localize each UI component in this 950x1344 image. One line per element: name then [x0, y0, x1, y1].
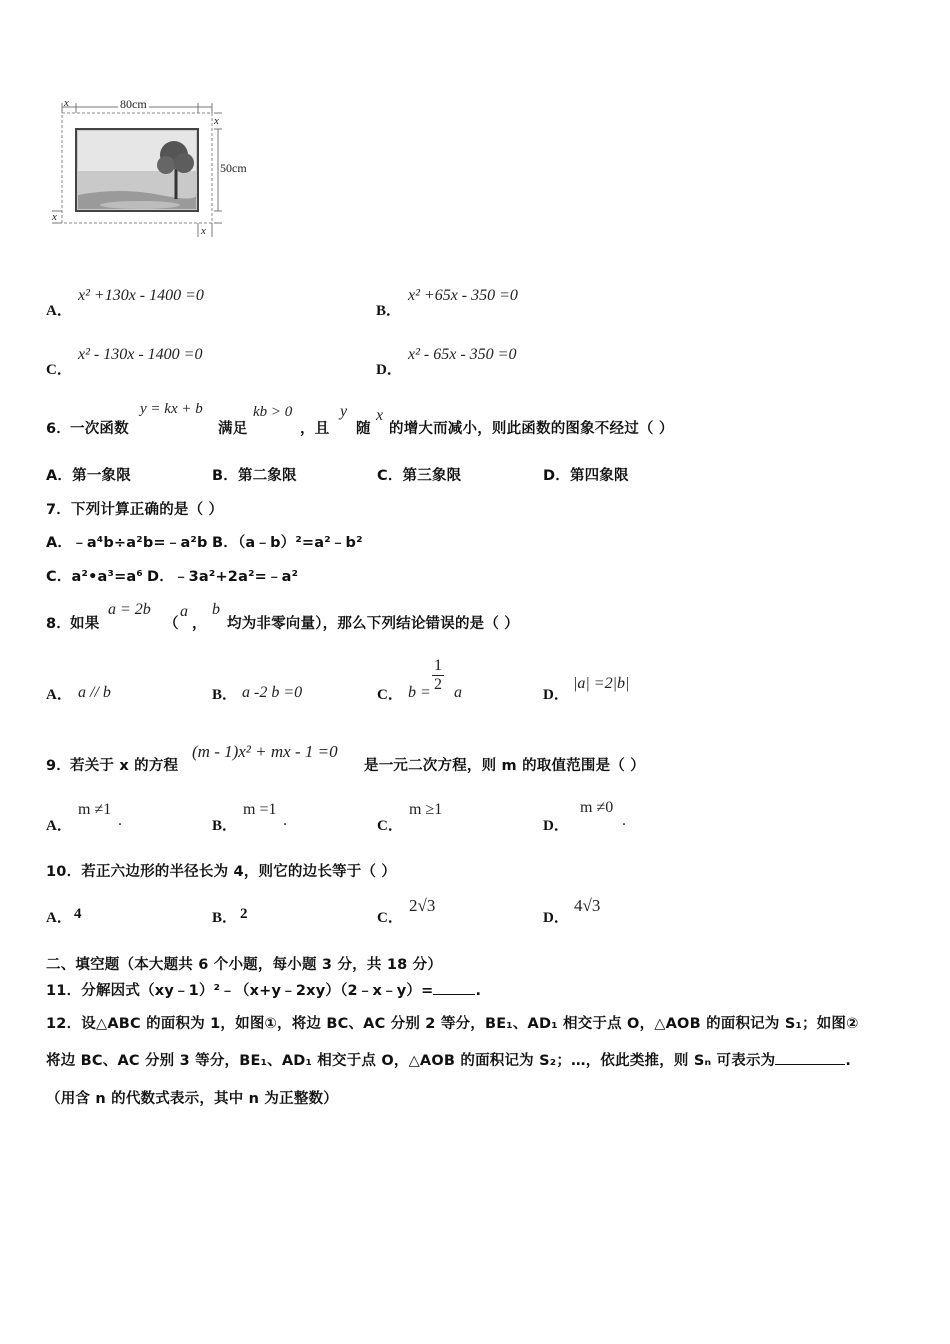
option-expr: x² - 130x - 1400 =0 — [78, 346, 203, 363]
q7-option-c[interactable]: C．a²•a³=a⁶ — [46, 569, 143, 585]
option-expr: m ≠1 — [78, 801, 112, 818]
option-expr: a // b — [78, 684, 111, 701]
frame-figure — [40, 95, 260, 245]
q6-expr-1: y = kx + b — [140, 401, 203, 417]
option-label: D． — [543, 687, 569, 703]
q6-text-d: 随 — [356, 421, 371, 437]
q8-expr: a = 2b — [108, 601, 151, 618]
option-expr: 2√3 — [409, 896, 436, 915]
q6-expr-2: kb > 0 — [253, 404, 293, 420]
option-label: B． — [212, 687, 238, 703]
q6-text-a: 一次函数 — [70, 421, 129, 437]
q8-text-a: 如果 — [70, 616, 100, 632]
option-expr: x² +65x - 350 =0 — [408, 287, 518, 304]
q6-number: 6． — [46, 421, 71, 437]
fraction-numerator: 1 — [434, 657, 442, 674]
option-text: 第一象限 — [72, 468, 131, 484]
option-tail: . — [118, 812, 122, 829]
option-expr-right: a — [454, 684, 462, 701]
frame-x-right-top: x — [214, 115, 219, 127]
q6-option-c[interactable] — [377, 464, 461, 485]
option-label: D． — [543, 468, 570, 484]
fraction-denominator: 2 — [434, 676, 442, 693]
q9-expr: (m - 1)x² + mx - 1 =0 — [192, 742, 338, 761]
q8-text-b: （ — [164, 616, 179, 632]
q11-stem — [46, 979, 481, 1000]
q11-answer-blank[interactable] — [433, 994, 475, 995]
option-expr: m ≥1 — [409, 801, 443, 818]
q6-option-b[interactable] — [212, 464, 297, 485]
option-label: B． — [212, 468, 238, 484]
option-expr: x² +130x - 1400 =0 — [78, 287, 204, 304]
q8-number: 8． — [46, 616, 71, 632]
q8-var-a: a — [180, 603, 188, 620]
frame-height-label: 50cm — [220, 161, 247, 175]
q9-text-a: 若关于 x 的方程 — [70, 758, 179, 774]
option-label: B． — [212, 818, 238, 834]
option-expr-left: b = — [408, 684, 431, 701]
option-expr: |a| =2|b| — [573, 675, 630, 692]
option-expr: x² - 65x - 350 =0 — [408, 346, 517, 363]
option-label: A． — [46, 687, 72, 703]
q11-text: 11．分解因式（xy﹣1）²﹣（x+y﹣2xy）（2﹣x﹣y）= — [46, 983, 434, 999]
option-text: 第三象限 — [402, 468, 462, 484]
option-tail: . — [622, 812, 626, 829]
option-expr: m =1 — [243, 801, 277, 818]
q9-text-b: 是一元二次方程，则 m 的取值范围是（ ） — [364, 758, 645, 774]
q6-text-c: ，且 — [300, 421, 330, 437]
option-label: A． — [46, 910, 72, 926]
option-label: D． — [543, 910, 569, 926]
option-label: C． — [46, 362, 72, 378]
option-text: 第四象限 — [569, 468, 629, 484]
option-label: C． — [377, 910, 403, 926]
frame-x-bottom-left: x — [52, 211, 57, 223]
option-label: B． — [212, 910, 238, 926]
option-fraction — [432, 657, 444, 694]
q9-number: 9． — [46, 758, 71, 774]
q11-end: . — [475, 983, 482, 999]
q8-comma: ， — [192, 616, 207, 632]
q12-line-2 — [46, 1049, 851, 1070]
option-text: 第二象限 — [237, 468, 297, 484]
q6-option-d[interactable] — [543, 464, 629, 485]
q8-text-c: 均为非零向量），那么下列结论错误的是（ ） — [227, 616, 519, 632]
q7-option-d[interactable]: D．﹣3a²+2a²=﹣a² — [147, 569, 299, 585]
q12-answer-blank[interactable] — [775, 1064, 845, 1065]
option-label: B． — [376, 303, 402, 319]
option-label: C． — [377, 468, 403, 484]
option-expr: 4√3 — [574, 896, 601, 915]
q7-stem: 7．下列计算正确的是（ ） — [46, 502, 224, 518]
option-label: D． — [543, 818, 569, 834]
option-expr: 4 — [74, 906, 82, 922]
q7-option-a[interactable]: A．﹣a⁴b÷a²b=﹣a²b — [46, 535, 208, 551]
option-label: A． — [46, 303, 72, 319]
q6-var-y: y — [340, 403, 348, 420]
option-label: D． — [376, 362, 402, 378]
q6-text-b: 满足 — [218, 421, 248, 437]
option-expr: a -2 b =0 — [242, 684, 303, 701]
q12-line-3: （用含 n 的代数式表示，其中 n 为正整数） — [46, 1091, 338, 1107]
frame-width-label: 80cm — [120, 97, 147, 111]
option-label: C． — [377, 687, 403, 703]
q12-line-2-end: . — [845, 1053, 852, 1069]
q12-line-1: 12．设△ABC 的面积为 1，如图①，将边 BC、AC 分别 2 等分，BE₁、AD₁ 相交于点 O，△AOB 的面积记为 S₁；如图② — [46, 1016, 859, 1032]
frame-x-top-left: x — [64, 97, 69, 109]
option-label: A． — [46, 468, 73, 484]
q7-option-b[interactable]: B．（a﹣b）²=a²﹣b² — [212, 535, 363, 551]
option-expr: m ≠0 — [580, 799, 614, 816]
q6-option-a[interactable] — [46, 464, 131, 485]
section-heading: 二、填空题（本大题共 6 个小题，每小题 3 分，共 18 分） — [46, 957, 443, 973]
frame-x-bottom-right: x — [201, 225, 206, 237]
q6-text-e: 的增大而减小，则此函数的图象不经过（ ） — [389, 421, 674, 437]
option-label: A． — [46, 818, 72, 834]
option-tail: . — [283, 812, 287, 829]
q6-var-x: x — [376, 407, 384, 424]
q8-var-b: b — [212, 601, 220, 618]
option-expr: 2 — [240, 906, 248, 922]
option-label: C． — [377, 818, 403, 834]
q12-line-2-text: 将边 BC、AC 分别 3 等分，BE₁、AD₁ 相交于点 O，△AOB 的面积记为 S₂；…，依此类推，则 Sₙ 可表示为 — [46, 1053, 776, 1069]
q10-stem: 10．若正六边形的半径长为 4，则它的边长等于（ ） — [46, 864, 397, 880]
